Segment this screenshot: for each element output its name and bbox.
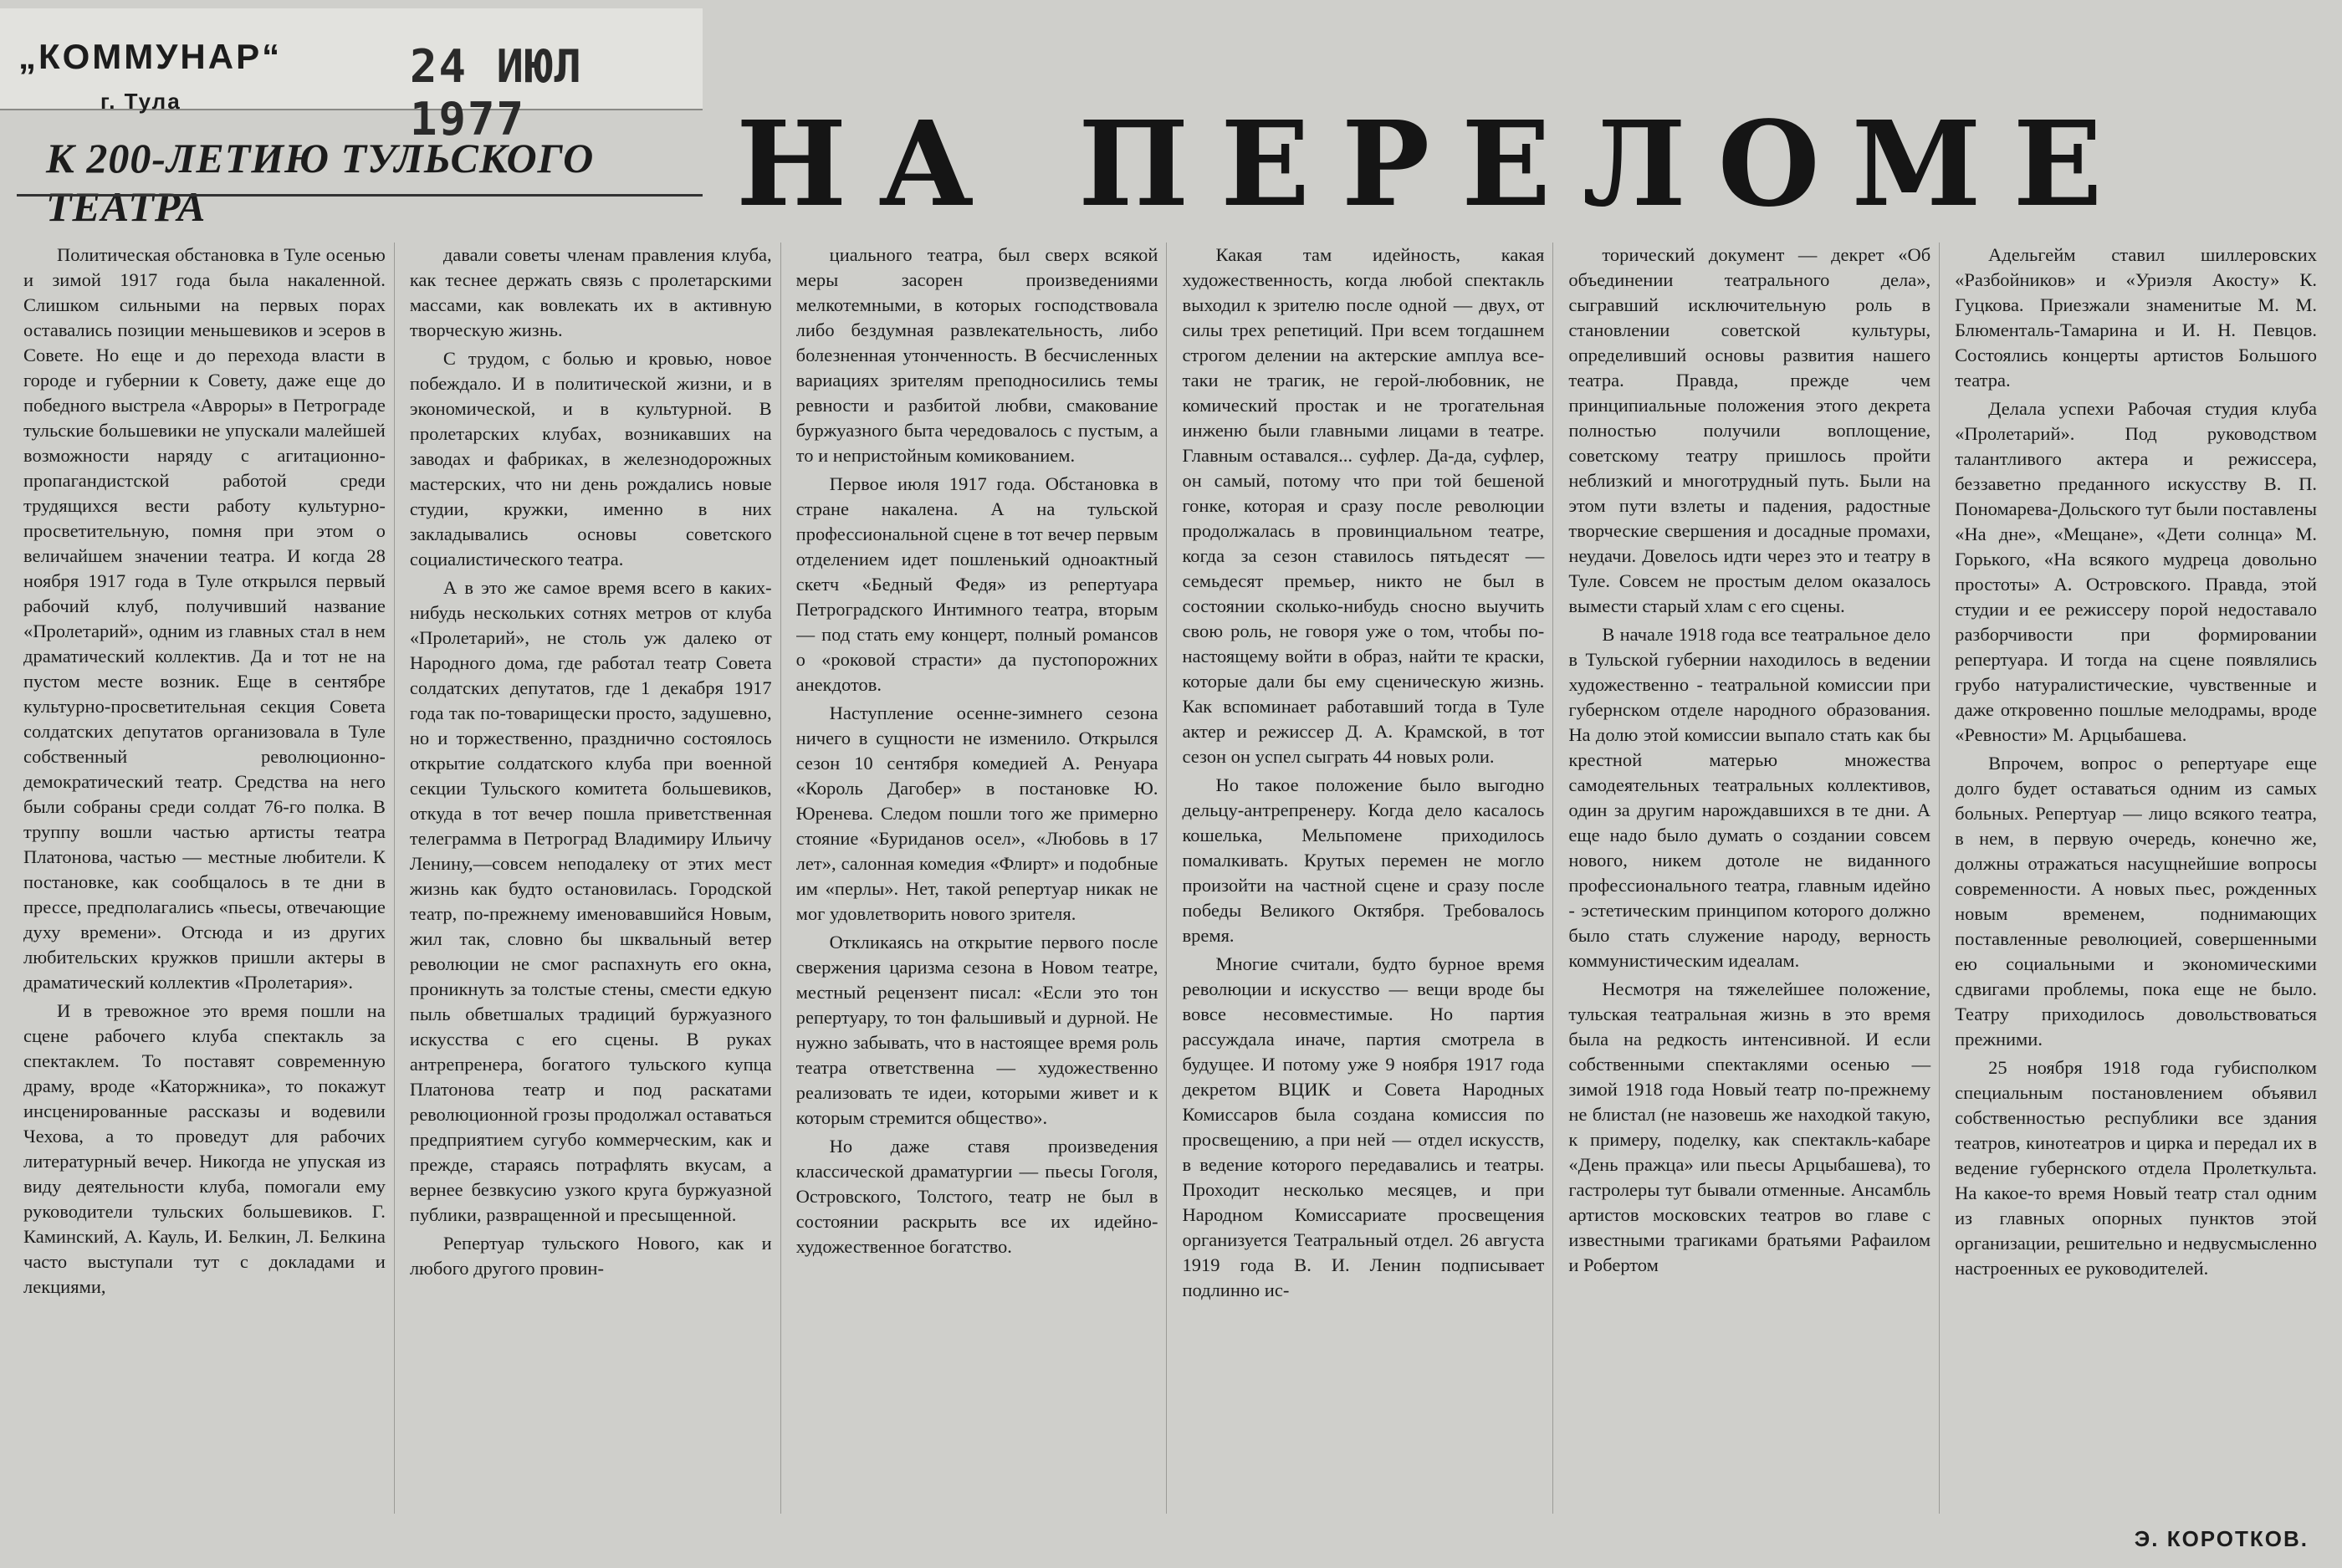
article-headline: НА ПЕРЕЛОМЕ xyxy=(736,96,2135,233)
paragraph: Политическая обстановка в Туле осенью и зимой 1917 года была накаленной. Слишком сильными на первых порах оставались позиции меньшевиков и эсеров в Совете. Но еще и до перехода власти в городе и губернии к Совету, даже еще до победного выстрела «Авроры» в Петрограде тульские большевики не упускали малейшей возможности наряду с агитационно-пропагандистской работой среди трудящихся вести работу культурно-просветительную, помня при этом о величайшем значении театра. И когда 28 ноября 1917 года в Туле открылся первый рабочий клуб, получивший название «Пролетарий», одним из главных стал в нем драматический коллектив. Да и тот не на пустом месте возник. Еще в сентябре культурно-просветительная секция Совета солдатских депутатов организовала в Туле собственный революционно-демократический театр. Средства на него были собраны среди солдат 76-го полка. В труппу вошли частью артисты театра Платонова, частью — местные любители. К постановке, как сообщалось в те дни в прессе, предполагались «пьесы, отвечающие духу времени». Отсюда и из других любительских кружков пришли актеры в драматический коллектив «Пролетария». xyxy=(23,244,386,993)
paragraph: Делала успехи Рабочая студия клуба «Пролетарий». Под руководством талантливого актера и режиссера, беззаветно преданного искусству В. П. Пономарева-Дольского тут были поставлены «На дне», «Мещане», «Дети солнца» М. Горького, «На всякого мудреца довольно простоты» А. Островского. Правда, этой студии и ее режиссеру порой недоставало разборчивости при формировании репертуара. И тогда на сцене появлялись грубо натуралистические, чувственные и даже откровенно пошлые мелодрамы, вроде «Ревности» М. Арцыбашева. xyxy=(1955,398,2317,745)
paragraph: 25 ноября 1918 года губисполком специальным постановлением объявил собственностью республики все здания театров, кинотеатров и цирка и передал их в ведение губернского отдела Пролеткульта. На какое-то время Новый театр стал одним из главных опорных пунктов этой организации, решительно и недвусмысленно настроенных ее руководителей. xyxy=(1955,1057,2317,1279)
paragraph: Первое июля 1917 года. Обстановка в стране накалена. А на тульской профессиональной сцене в тот вечер первым отделением идет пошленький одноактный скетч «Бедный Федя» из репертуара Петроградского Интимного театра, вторым — под стать ему концерт, полный романсов о «роковой страсти» да пустопорожних анекдотов. xyxy=(795,473,1158,695)
article-column-3 xyxy=(796,243,1168,1514)
article-column-1 xyxy=(23,243,395,1514)
paragraph: Но даже ставя произведения классической драматургии — пьесы Гоголя, Островского, Толстого, театр не был в состоянии раскрыть все их идейно-художественное богатство. xyxy=(795,1136,1158,1257)
rubric-title: К 200-ЛЕТИЮ ТУЛЬСКОГО ТЕАТРА xyxy=(46,135,595,230)
paragraph: Многие считали, будто бурное время революции и искусство — вещи вроде бы вовсе несовместимые. Но партия рассуждала иначе, партия смотрела в будущее. И потому уже 9 ноября 1917 года декретом ВЦИК и Совета Народных Комиссаров была создана комиссия по просвещению, а при ней — отдел искусств, в ведение которого передавались и театры. Проходит несколько месяцев, и при Народном Комиссариате просвещения организуется Театральный отдел. 26 августа 1919 года В. И. Ленин подписывает подлинно ис- xyxy=(1182,953,1545,1300)
article-column-6 xyxy=(1955,243,2325,1514)
paragraph: Репертуар тульского Нового, как и любого другого провин- xyxy=(409,1233,772,1279)
newspaper-city: г. Тула xyxy=(100,89,182,114)
paragraph: С трудом, с болью и кровью, новое побеждало. И в политической жизни, и в экономической, и в культурной. В пролетарских клубах, возникавших на заводах и фабриках, в железнодорожных мастерских, что ни день рождались новые студии, кружки, именно в них закладывались основы советского социалистического театра. xyxy=(409,348,772,569)
article-column-2 xyxy=(410,243,781,1514)
paragraph: Несмотря на тяжелейшее положение, тульская театральная жизнь в это время была на редкость интенсивной. И если собственными спектаклями осенью — зимой 1918 года Новый театр по-прежнему не блистал (не назовешь же находкой такую, к примеру, поделку, как спектакль-кабаре «День пражца» или пьесы Арцыбашева), то гастролеры тут бывали отменные. Ансамбль артистов московских театров во главе с известными трагиками братьями Рафаилом и Робертом xyxy=(1568,978,1931,1275)
paragraph: циального театра, был сверх всякой меры засорен произведениями мелкотемными, в которых господствовала либо бездумная развлекательность, либо болезненная утонченность. В бесчисленных вариациях зрителям преподносились темы ревности и разбитой любви, смакование буржуазного быта чередовалось с пустым, а то и непристойным комикованием. xyxy=(795,244,1158,466)
article-column-4 xyxy=(1182,243,1553,1514)
article-column-5 xyxy=(1568,243,1940,1514)
paragraph: В начале 1918 года все театральное дело в Тульской губернии находилось в ведении художественно - театральной комиссии при губернском отделе народного образования. На долю этой комиссии выпало стать как бы крестной матерью множества самодеятельных театральных коллективов, один за другим нарождавшихся в те дни. А еще надо было думать о создании совсем нового, никем дотоле не виданного профессионального театра, главным идейно - эстетическим принципом которого должно было стать служение народу, верность коммунистическим идеалам. xyxy=(1568,624,1931,971)
paragraph: Впрочем, вопрос о репертуаре еще долго будет оставаться одним из самых больных. Репертуар — лицо всякого театра, в нем, в первую очередь, конечно же, должны отражаться насущнейшие вопросы современности. А новых пьес, рожденных новым временем, поднимающих поставленные революцией, совершенными ею социальными и экономическими сдвигами проблемы, пока еще не было. Театру приходилось довольствоваться прежними. xyxy=(1955,753,2317,1050)
paragraph: Какая там идейность, какая художественность, когда любой спектакль выходил к зрителю после одной — двух, от силы трех репетиций. При всем тогдашнем строгом делении на актерские амплуа все-таки не трагик, не герой-любовник, не комический простак и не трогательная инженю были главными лицами в театре. Главным оставался... суфлер. Да-да, суфлер, он самый, потому что при той бешеной гонке, которая и сразу после революции продолжалась в провинциальном театре, когда за сезон ставилось пятьдесят — семьдесят премьер, никто не был в состоянии сколько-нибудь сносно выучить свою роль, не говоря уже о том, чтобы по-настоящему войти в образ, найти те краски, которые дали бы ему сценическую жизнь. Как вспоминает работавший тогда в Туле актер и режиссер Д. А. Крамской, в тот сезон он успел сыграть 44 новых роли. xyxy=(1182,244,1545,767)
paragraph: Адельгейм ставил шиллеровских «Разбойников» и «Уриэля Акосту» К. Гуцкова. Приезжали знаменитые М. М. Блюменталь-Тамарина и И. Н. Певцов. Состоялись концерты артистов Большого театра. xyxy=(1955,244,2317,391)
paragraph: торический документ — декрет «Об объединении театрального дела», сыгравший исключительную роль в становлении советской культуры, определивший основы развития нашего театра. Правда, прежде чем принципиальные положения этого декрета полностью получили воплощение, советскому театру пришлось пройти неблизкий и многотрудный путь. Были на этом пути взлеты и падения, радостные творческие свершения и досадные промахи, неудачи. Довелось идти через это и театру в Туле. Совсем не простым делом оказалось вымести старый хлам с его сцены. xyxy=(1568,244,1931,616)
paragraph: А в это же самое время всего в каких-нибудь нескольких сотнях метров от клуба «Пролетарий», не столь уж далеко от Народного дома, где работал театр Совета солдатских депутатов, где 1 декабря 1917 года так по-товарищески просто, задушевно, но и торжественно, празднично состоялось открытие солдатского клуба при военной секции Тульского комитета большевиков, откуда в тот вечер пошла приветственная телеграмма в Петроград Владимиру Ильичу Ленину,—совсем неподалеку от этих мест жизнь как будто остановилась. Городской театр, по-прежнему именовавшийся Новым, жил так, словно бы шквальный ветер революции не смог распахнуть его окна, проникнуть за толстые стены, смести едкую пыль обветшалых традиций буржуазного искусства с его сцены. В руках антрепренера, богатого тульского купца Платонова театр и под раскатами революционной грозы продолжал оставаться предприятием сугубо коммерческим, как и прежде, стараясь потрафлять вкусам, а вернее безвкусию узкого круга буржуазной публики, развращенной и пресыщенной. xyxy=(409,577,772,1225)
paragraph: Но такое положение было выгодно дельцу-антрепренеру. Когда дело касалось кошелька, Мельпомене приходилось помалкивать. Крутых перемен не могло произойти на частной сцене и сразу после победы Великого Октября. Требовалось время. xyxy=(1182,774,1545,946)
paragraph: Откликаясь на открытие первого после свержения царизма сезона в Новом театре, местный рецензент писал: «Если это тон репертуару, то тон фальшивый и дурной. Не нужно забывать, что в настоящее время роль театра ответственна — художественно реализовать те идеи, которыми живет и к которым стремится общество». xyxy=(795,932,1158,1128)
date-stamp: 24 ИЮЛ 1977 xyxy=(410,40,584,146)
newspaper-name: „КОММУНАР“ xyxy=(18,37,283,76)
author-signature: Э. КОРОТКОВ. xyxy=(2134,1526,2309,1551)
paragraph: И в тревожное это время пошли на сцене рабочего клуба спектакль за спектаклем. То поставят современную драму, вроде «Каторжника», то покажут инсценированные рассказы и водевили Чехова, а то проведут для рабочих литературный вечер. Никогда не упуская из виду деятельности клуба, помогали ему руководители тульских большевиков. Г. Каминский, А. Кауль, И. Белкин, Л. Белкина часто выступали тут с докладами и лекциями, xyxy=(23,1000,386,1297)
paragraph: давали советы членам правления клуба, как теснее держать связь с пролетарскими массами, как вовлекать их в активную творческую жизнь. xyxy=(409,244,772,340)
rubric-underline xyxy=(17,194,703,197)
paragraph: Наступление осенне-зимнего сезона ничего в сущности не изменило. Открылся сезон 10 сентября комедией А. Ренуара «Король Дагобер» в постановке Ю. Юренева. Следом пошли того же примерно стояние «Буриданов осел», «Любовь в 17 лет», салонная комедия «Флирт» и подобные им «перлы». Нет, такой репертуар никак не мог удовлетворить нового зрителя. xyxy=(795,702,1158,924)
article-body xyxy=(23,243,2325,1514)
source-label xyxy=(0,8,703,146)
